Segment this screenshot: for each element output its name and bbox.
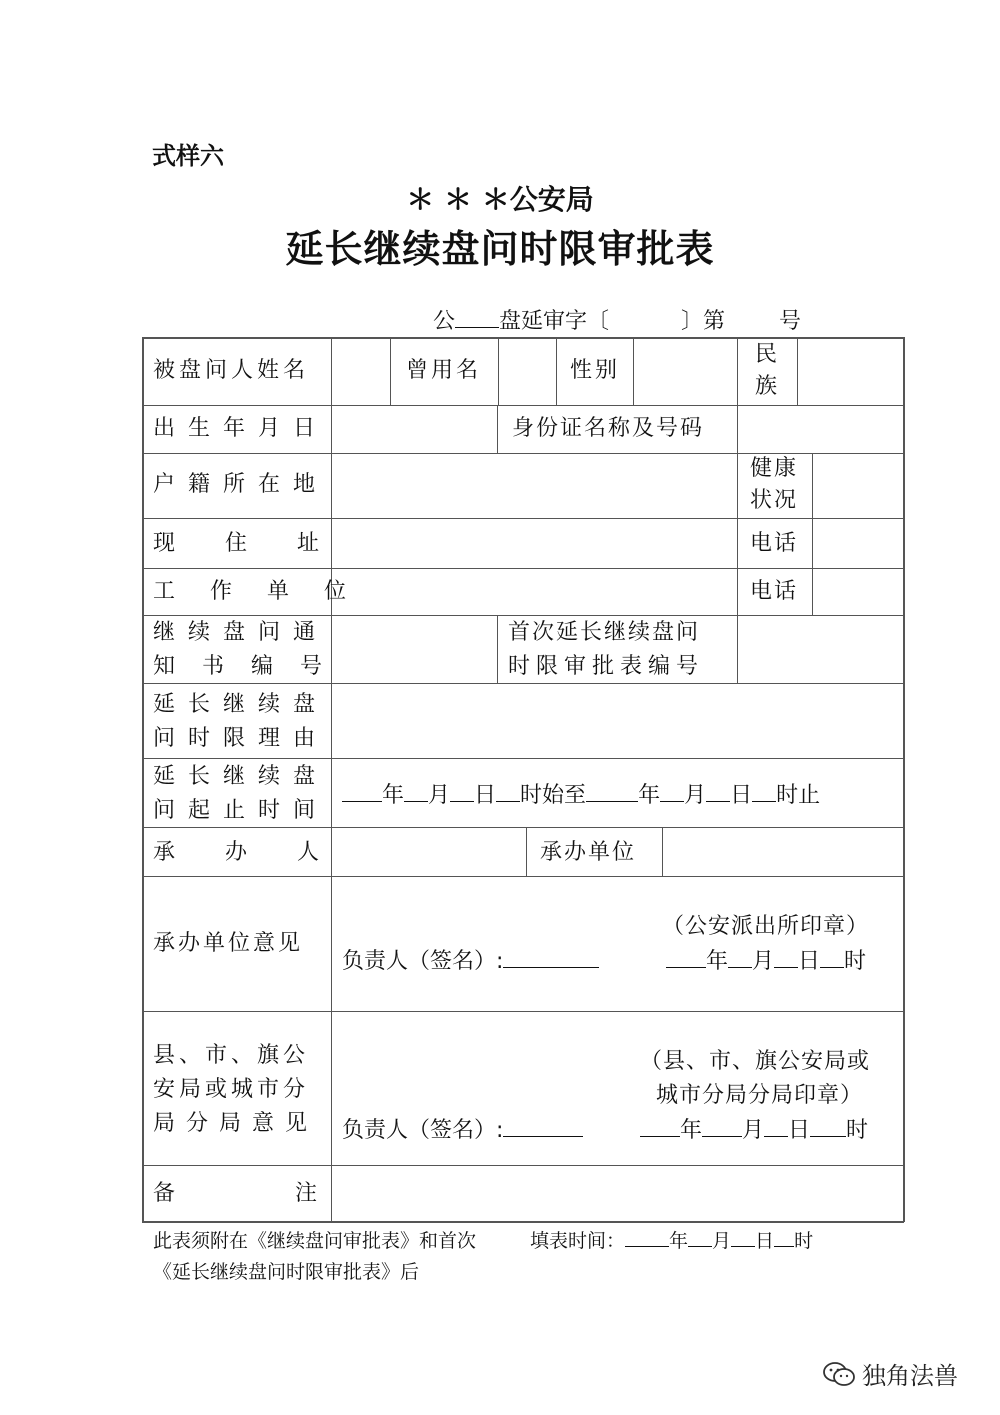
county-opinion-label-3: 局分局意见 bbox=[153, 1111, 319, 1136]
health-label-2: 状况 bbox=[750, 488, 799, 513]
doc-number-blank bbox=[455, 304, 499, 328]
doc-number-mid: 盘延审字〔 bbox=[499, 309, 610, 335]
watermark bbox=[822, 1356, 958, 1393]
name-label: 被盘问人姓名 bbox=[153, 358, 310, 383]
county-opinion-label-1: 县、市、旗公 bbox=[153, 1043, 310, 1068]
page-title: 延长继续盘问时限审批表 bbox=[285, 227, 715, 271]
unit-seal-text: （公安派出所印章） bbox=[662, 914, 870, 939]
period-label-2: 问起止时间 bbox=[153, 798, 329, 823]
style-label: 式样六 bbox=[152, 142, 224, 170]
doc-number-suffix: 号 bbox=[779, 309, 802, 335]
county-date-line: 年 月 日 时 bbox=[640, 1113, 868, 1148]
first-ext-label-1: 首次延长继续盘问 bbox=[508, 620, 701, 645]
period-label-1: 延长继续盘 bbox=[153, 764, 329, 789]
id-label: 身份证名称及号码 bbox=[512, 416, 705, 441]
health-label-1: 健康 bbox=[750, 456, 799, 481]
document-number bbox=[433, 304, 801, 335]
doc-number-prefix: 公 bbox=[433, 309, 456, 335]
handler-label: 承办人 bbox=[153, 840, 370, 865]
work-unit-label: 工作单位 bbox=[153, 579, 382, 604]
dob-label: 出生年月日 bbox=[153, 416, 329, 441]
notice-label-2: 知书编号 bbox=[153, 654, 350, 679]
reason-label-1: 延长继续盘 bbox=[153, 692, 329, 717]
county-opinion-label-2: 安局或城市分 bbox=[153, 1077, 310, 1102]
county-signature-line: 负责人（签名）: bbox=[342, 1113, 583, 1148]
ethnicity-label-1: 民 bbox=[755, 342, 778, 367]
ethnicity-label-2: 族 bbox=[755, 374, 778, 399]
remarks-label: 备注 bbox=[153, 1181, 438, 1206]
period-range: 年 月 日 时始至 年 月 日 时止 bbox=[342, 778, 820, 813]
footer-note-2: 《延长继续盘问时限审批表》后 bbox=[153, 1261, 420, 1283]
notice-label-1: 继续盘问通 bbox=[153, 620, 329, 645]
phone-label-work: 电话 bbox=[750, 579, 799, 604]
county-seal-text-1: （县、市、旗公安局或 bbox=[640, 1049, 871, 1074]
doc-number-mid2: 〕第 bbox=[681, 309, 726, 335]
unit-date-line: 年 月 日 时 bbox=[666, 944, 866, 979]
phone-label-address: 电话 bbox=[750, 531, 799, 556]
unit-opinion-label: 承办单位意见 bbox=[153, 931, 304, 956]
handler-unit-label: 承办单位 bbox=[540, 840, 637, 865]
fill-time-line: 填表时间： 年 月 日 时 bbox=[530, 1226, 813, 1253]
gender-label: 性别 bbox=[570, 358, 621, 383]
address-label: 现住址 bbox=[153, 531, 370, 556]
watermark-text: 独角法兽 bbox=[862, 1362, 958, 1390]
household-label: 户籍所在地 bbox=[153, 472, 329, 497]
wechat-icon bbox=[822, 1361, 856, 1393]
former-name-label: 曾用名 bbox=[406, 358, 482, 383]
unit-signature-line: 负责人（签名）: bbox=[342, 944, 599, 979]
county-seal-text-2: 城市分局分局印章） bbox=[656, 1083, 864, 1108]
reason-label-2: 问时限理由 bbox=[153, 726, 329, 751]
first-ext-label-2: 时限审批表编号 bbox=[508, 654, 705, 679]
agency-title: ＊ ＊ ＊公安局 bbox=[406, 183, 594, 216]
footer-note-1: 此表须附在《继续盘问审批表》和首次 bbox=[153, 1230, 477, 1252]
